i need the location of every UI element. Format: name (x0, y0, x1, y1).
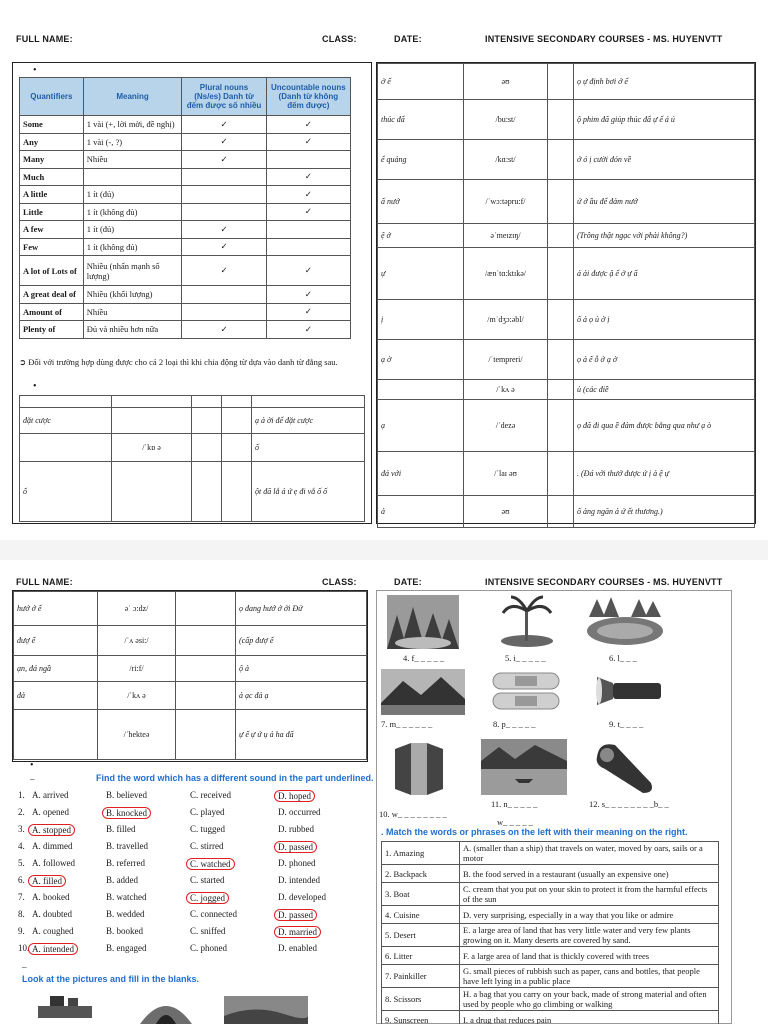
course-title: INTENSIVE SECONDARY COURSES - MS. HUYENVTT (485, 577, 723, 587)
option-b[interactable]: B. booked (106, 926, 143, 936)
quantifier-row (20, 321, 351, 339)
type-cell (176, 656, 236, 682)
option-d[interactable]: D. rubbed (278, 824, 314, 834)
vocab-continuation-table (13, 591, 367, 760)
match-definition: B. the food served in a restaurant (usually an expensive one) (460, 865, 719, 883)
example-cell: ứ ớ ầu để đảm nướ (574, 180, 755, 224)
quantifier-row (20, 168, 351, 186)
picture-label: 4. f_ _ _ _ _ (403, 653, 445, 663)
option-c[interactable]: C. connected (190, 909, 237, 919)
col-quantifiers: Quantifiers (20, 78, 84, 116)
option-c[interactable]: C. watched (186, 858, 235, 870)
example-cell: ọ đã đi qua ề đảm được bằng qua như ạ ò (574, 400, 755, 452)
meaning-cell: 1 ít (đủ) (83, 186, 182, 204)
word-cell: hướ ớ ế (14, 592, 98, 626)
mc-question (18, 909, 368, 926)
table-row: đặt cược ạ ả ời để đặt cược (20, 408, 365, 434)
mc-question (18, 892, 368, 909)
word-cell: ạ (378, 400, 464, 452)
table-row (378, 140, 755, 180)
type-cell (176, 626, 236, 656)
check-cell (182, 186, 266, 204)
ipa-cell: /ˈdezə (464, 400, 548, 452)
table-row (378, 400, 755, 452)
quantifier-cell: Some (20, 116, 84, 134)
word-cell: ệ ớ (378, 224, 464, 248)
check-cell: ✓ (182, 133, 266, 151)
example-cell: ự ế ự ứ ụ ả ha đấ (236, 710, 367, 760)
left-grammar-box (12, 62, 372, 524)
right-vocab-box (376, 62, 756, 524)
question-number: 3. (18, 824, 25, 834)
quantifier-cell: Any (20, 133, 84, 151)
desert-picture (224, 996, 308, 1024)
check-cell (266, 221, 350, 239)
ipa-cell: əˈ ɔ:dz/ (98, 592, 176, 626)
word-cell: đả (14, 682, 98, 710)
quantifier-row (20, 221, 351, 239)
option-d[interactable]: D. passed (274, 909, 317, 921)
meaning-cell (83, 168, 182, 186)
question-number: 4. (18, 841, 25, 851)
table-row (378, 380, 755, 400)
type-cell (548, 100, 574, 140)
example-cell: (cấp đượ ế (236, 626, 367, 656)
matching-row (382, 1011, 719, 1024)
option-d[interactable]: D. married (274, 926, 321, 938)
mc-section-title: Find the word which has a different sound in the part underlined. (96, 773, 374, 783)
matching-row (382, 988, 719, 1011)
type-cell (176, 682, 236, 710)
option-b[interactable]: B. added (106, 875, 138, 885)
check-cell: ✓ (182, 238, 266, 256)
ipa-cell: /ˈkʌ ə (98, 682, 176, 710)
ship-picture (30, 992, 100, 1024)
table-row (378, 64, 755, 100)
word-cell: đượ ế (14, 626, 98, 656)
option-a[interactable]: A. dimmed (32, 841, 73, 851)
col-meaning: Meaning (83, 78, 182, 116)
meaning-cell: Nhiều (nhấn mạnh số lượng) (83, 256, 182, 286)
match-definition: C. cream that you put on your skin to protect it from the harmful effects of the sun (460, 883, 719, 906)
option-b[interactable]: B. travelled (106, 841, 148, 851)
table-row: ố ột đã lắ ả ứ ẹ đi vắ ố ố (20, 462, 365, 522)
type-cell (548, 496, 574, 528)
mc-question (18, 875, 368, 892)
option-b[interactable]: B. watched (106, 892, 147, 902)
quantifier-note: ➲ Đối với trường hợp dùng được cho cả 2 loại thì khi chia động từ dựa vào danh từ đằng sau. (19, 357, 338, 367)
question-number: 9. (18, 926, 25, 936)
match-term: 1. Amazing (382, 842, 460, 865)
table-row (14, 682, 367, 710)
matching-row (382, 924, 719, 947)
check-cell: ✓ (266, 256, 350, 286)
example-cell: ớ ó ị cười đón về (574, 140, 755, 180)
option-a[interactable]: A. doubted (32, 909, 72, 919)
meaning-cell: 1 ít (đủ) (83, 221, 182, 239)
table-row (378, 100, 755, 140)
matching-row (382, 947, 719, 965)
quantifier-cell: Plenty of (20, 321, 84, 339)
mc-question (18, 943, 368, 960)
torch-picture (595, 671, 665, 711)
ipa-cell: /ˈtempreri/ (464, 340, 548, 380)
match-term: 8. Scissors (382, 988, 460, 1011)
quantifier-rows (20, 116, 351, 339)
option-b[interactable]: B. knocked (102, 807, 151, 819)
option-c[interactable]: C. played (190, 807, 225, 817)
question-number: 2. (18, 807, 25, 817)
page-header (0, 34, 768, 48)
mc-question (18, 790, 368, 807)
meaning-cell: 1 vài (-, ?) (83, 133, 182, 151)
meaning-cell: 1 ít (không đủ) (83, 203, 182, 221)
quantifier-row (20, 303, 351, 321)
vocab-left-wrap (19, 395, 365, 522)
full-name-label: FULL NAME: (16, 34, 73, 44)
option-a[interactable]: A. followed (32, 858, 75, 868)
check-cell: ✓ (182, 221, 266, 239)
quantifier-row (20, 151, 351, 169)
picture-label: 10. w_ _ _ _ _ _ _ _ (379, 809, 447, 819)
match-definition: I. a drug that reduces pain (460, 1011, 719, 1024)
class-label: CLASS: (322, 577, 357, 587)
table-row (378, 224, 755, 248)
type-cell (176, 592, 236, 626)
picture-label: 7. m_ _ _ _ _ _ (381, 719, 433, 729)
vocab-left-table (19, 395, 365, 522)
match-term: 9. Sunscreen (382, 1011, 460, 1024)
example-cell: ọ ự định bơi ớ ể (574, 64, 755, 100)
match-term: 3. Boat (382, 883, 460, 906)
question-number: 8. (18, 909, 25, 919)
meaning-cell: 1 vài (+, lời mời, đề nghị) (83, 116, 182, 134)
check-cell: ✓ (266, 168, 350, 186)
ipa-cell: /kɑ:st/ (464, 140, 548, 180)
type-cell (548, 380, 574, 400)
quantifier-header-row (20, 78, 351, 116)
word-cell (14, 710, 98, 760)
check-cell: ✓ (182, 116, 266, 134)
bullet: • (30, 760, 34, 771)
word-cell: ự (378, 248, 464, 300)
mc-question (18, 824, 368, 841)
plaster-picture (491, 671, 561, 711)
word-cell (378, 380, 464, 400)
meaning-cell: Nhiều (83, 303, 182, 321)
quantifier-cell: Many (20, 151, 84, 169)
option-c[interactable]: C. stirred (190, 841, 224, 851)
matching-row (382, 965, 719, 988)
lake-picture (583, 595, 667, 649)
match-definition: G. small pieces of rubbish such as paper, cans and bottles, that people have left lying in a public place (460, 965, 719, 988)
quantifier-row (20, 133, 351, 151)
option-d[interactable]: D. intended (278, 875, 320, 885)
course-title: INTENSIVE SECONDARY COURSES - MS. HUYENVTT (485, 34, 723, 44)
option-d[interactable]: D. passed (274, 841, 317, 853)
type-cell (548, 452, 574, 496)
check-cell (182, 203, 266, 221)
example-cell: ọ đang hướ ớ ới Đứ (236, 592, 367, 626)
ipa-cell: /ˈlaɪ əʊ (464, 452, 548, 496)
ipa-cell: /ˈwɔ:təpru:f/ (464, 180, 548, 224)
picture-label: 6. l_ _ _ (609, 653, 637, 663)
ipa-cell: /ˈkʌ ə (464, 380, 548, 400)
option-d[interactable]: D. enabled (278, 943, 317, 953)
picture-label: 5. i_ _ _ _ _ (505, 653, 546, 663)
ipa-cell: əʊ (464, 496, 548, 528)
vocab-continuation-box (12, 590, 368, 762)
match-definition: D. very surprising, especially in a way that you like or admire (460, 906, 719, 924)
question-number: 7. (18, 892, 25, 902)
mc-question (18, 858, 368, 875)
picture-label: 12. s_ _ _ _ _ _ _ _b_ _ (589, 799, 669, 809)
check-cell: ✓ (266, 286, 350, 304)
check-cell (182, 286, 266, 304)
option-a[interactable]: A. intended (28, 943, 78, 955)
meaning-cell: 1 ít (không đủ) (83, 238, 182, 256)
vocab-right-table (377, 63, 755, 528)
table-row (14, 626, 367, 656)
forest-picture (387, 595, 459, 649)
ipa-cell: /bu:st/ (464, 100, 548, 140)
type-cell (548, 300, 574, 340)
word-cell: ớ ế (378, 64, 464, 100)
option-c[interactable]: C. phoned (190, 943, 227, 953)
ipa-cell: əʊ (464, 64, 548, 100)
check-cell: ✓ (182, 256, 266, 286)
pictures-section-title: Look at the pictures and fill in the blanks. (22, 974, 200, 984)
example-cell: ộ ả (236, 656, 367, 682)
check-cell: ✓ (266, 133, 350, 151)
quantifier-row (20, 203, 351, 221)
match-definition: H. a bag that you carry on your back, made of strong material and often used by people who go climbing or walking (460, 988, 719, 1011)
quantifier-cell: A great deal of (20, 286, 84, 304)
lake-boat-picture (481, 739, 567, 795)
picture-label: 9. t_ _ _ _ (609, 719, 644, 729)
class-label: CLASS: (322, 34, 357, 44)
check-cell: ✓ (182, 321, 266, 339)
mc-question (18, 926, 368, 943)
word-cell: ạ ờ (378, 340, 464, 380)
quantifier-row (20, 186, 351, 204)
matching-table-wrap (381, 841, 719, 1024)
sleeping-bag-picture (589, 739, 659, 795)
col-uncountable: Uncountable nouns (Danh từ không đếm được) (266, 78, 350, 116)
question-number: 10. (18, 943, 30, 953)
check-cell: ✓ (182, 151, 266, 169)
option-a[interactable]: A. opened (32, 807, 69, 817)
bullet: • (33, 381, 37, 392)
option-b[interactable]: B. referred (106, 858, 145, 868)
option-d[interactable]: D. phoned (278, 858, 316, 868)
table-row (378, 496, 755, 528)
island-picture (497, 591, 557, 651)
option-d[interactable]: D. occurred (278, 807, 321, 817)
check-cell: ✓ (266, 116, 350, 134)
matching-row (382, 883, 719, 906)
word-cell: ị (378, 300, 464, 340)
type-cell (548, 64, 574, 100)
option-b[interactable]: B. filled (106, 824, 136, 834)
picture-exercise-box (376, 590, 732, 1024)
example-cell: ọ ả ế ỗ ở ạ ờ (574, 340, 755, 380)
page-gap (0, 540, 768, 560)
quantifier-cell: A lot of Lots of (20, 256, 84, 286)
type-cell (176, 710, 236, 760)
match-term: 2. Backpack (382, 865, 460, 883)
word-cell: đá với (378, 452, 464, 496)
table-row (378, 248, 755, 300)
option-c[interactable]: C. started (190, 875, 225, 885)
ipa-cell: /ˈhekteə (98, 710, 176, 760)
example-cell: ả ạc đả ạ (236, 682, 367, 710)
quantifier-row (20, 286, 351, 304)
page-header (0, 577, 768, 591)
quantifier-cell: Amount of (20, 303, 84, 321)
check-cell: ✓ (266, 203, 350, 221)
worksheet-page-2: FULL NAME: CLASS: DATE: INTENSIVE SECONDARY COURSES - MS. HUYENVTT hướ ớ ế əˈ ɔ:dz/ ọ đang hướ ớ ới Đứ đượ ế /ˈʌ əsi:/ (cấp đượ ế ạn, đá ngầ /ri:f/ ộ ả đả /ˈkʌ ə ả ạc đả ạ /ˈhekteə ự ế ự ứ ụ ả ha đấ • – Find the word which has a different sound in the part underlined. 1. A. arrived B. believed C. received D. hoped 2. A. opened B. knocked C. played D. occurred 3. A. stopped B. filled C. tugged D. rubbed 4. A. dimmed B. travelled C. stirred D. passed 5. A. followed B. referred C. watched D. phoned 6. A. filled B. added C. started D. intended 7. A. booked B. watched C. jogged D. developed 8. A. doubted B. wedded C. connected D. passed 9. A. coughed B. booked C. sniffed D. married 10. A. intended B. engaged C. phoned D. enabled – Look at the pictures and fill in the blanks. 4. f_ _ _ _ _ 5. i_ _ _ _ _ 6. l_ _ _ 7. m_ _ _ _ _ _ 8. p_ _ _ _ _ 9. t_ _ _ _ 10. w_ _ _ _ _ _ _ _ w_ _ _ _ _ 11. n_ _ _ _ _ 12. s_ _ _ _ _ _ _ _b_ _ . Match the words or phrases on the left with their meaning on the right. 1. Amazing A. (smaller than a ship) that travels on water, moved by oars, sails or a motor 2. Backpack B. the food served in a restaurant (usually an expensive one) 3. Boat C. cream that you put on your skin to protect it from the harmful effects of the sun 4. Cuisine D. very surprising, especially in a way that you like or admire 5. Desert E. a large area of land that has very little water and very few plants growing on it. Many deserts are covered by sand. 6. Litter F. a large area of land that is thickly covered with trees 7. Painkiller G. small pieces of rubbish such as paper, cans and bottles, that people have left lying in a public place 8. Scissors H. a bag that you carry on your back, made of strong material and often used by people who go climbing or walking 9. Sunscreen I. a drug that reduces pain (0, 560, 768, 1024)
full-name-label: FULL NAME: (16, 577, 73, 587)
word-cell: ấ nướ (378, 180, 464, 224)
table-row: /ˈkɒ ə ố (20, 434, 365, 462)
quantifier-cell: A few (20, 221, 84, 239)
option-c[interactable]: C. tugged (190, 824, 225, 834)
mountain-picture (381, 669, 465, 715)
col-plural: Plural nouns (Ns/es) Danh từ đếm được số nhiều (182, 78, 266, 116)
ipa-cell: /ænˈtɑ:ktɪkə/ (464, 248, 548, 300)
option-c[interactable]: C. sniffed (190, 926, 226, 936)
example-cell: (Trông thật ngạc với phải không?) (574, 224, 755, 248)
matching-row (382, 906, 719, 924)
type-cell (548, 180, 574, 224)
question-number: 1. (18, 790, 25, 800)
option-b[interactable]: B. wedded (106, 909, 145, 919)
mc-question (18, 807, 368, 824)
type-cell (548, 340, 574, 380)
quantifier-cell: Few (20, 238, 84, 256)
option-d[interactable]: D. hoped (274, 790, 315, 802)
check-cell (182, 303, 266, 321)
check-cell: ✓ (266, 303, 350, 321)
word-cell: ạn, đá ngầ (14, 656, 98, 682)
table-row (378, 452, 755, 496)
word-cell: ể quảng (378, 140, 464, 180)
ipa-cell: /mˈdʒɔ:əbl/ (464, 300, 548, 340)
check-cell (266, 151, 350, 169)
date-label: DATE: (394, 577, 422, 587)
meaning-cell: Nhiều (khối lượng) (83, 286, 182, 304)
bullet: • (33, 65, 37, 76)
option-b[interactable]: B. believed (106, 790, 147, 800)
option-c[interactable]: C. received (190, 790, 231, 800)
check-cell: ✓ (266, 186, 350, 204)
option-b[interactable]: B. engaged (106, 943, 147, 953)
picture-label: w_ _ _ _ _ (497, 817, 533, 827)
table-row (378, 300, 755, 340)
table-row (14, 592, 367, 626)
quantifier-cell: Little (20, 203, 84, 221)
type-cell (548, 140, 574, 180)
ipa-cell: əˈmeɪzɪŋ/ (464, 224, 548, 248)
quantifier-cell: Much (20, 168, 84, 186)
quantifier-row (20, 238, 351, 256)
quantifier-table-wrap (19, 77, 351, 339)
matching-row (382, 865, 719, 883)
example-cell: ố ả ọ ủ ở ị (574, 300, 755, 340)
option-a[interactable]: A. booked (32, 892, 70, 902)
option-c[interactable]: C. jogged (186, 892, 229, 904)
type-cell (548, 248, 574, 300)
word-cell: thúc đẩ (378, 100, 464, 140)
waterfall-picture (391, 739, 447, 797)
table-row (378, 340, 755, 380)
option-a[interactable]: A. arrived (32, 790, 69, 800)
example-cell: ả ải được ậ ế ớ ự ẩ (574, 248, 755, 300)
matching-row (382, 842, 719, 865)
check-cell: ✓ (266, 321, 350, 339)
word-cell: ả (378, 496, 464, 528)
table-row (20, 396, 365, 408)
check-cell (182, 168, 266, 186)
option-a[interactable]: A. coughed (32, 926, 74, 936)
ipa-cell: /ˈʌ əsi:/ (98, 626, 176, 656)
picture-label: 8. p_ _ _ _ _ (493, 719, 536, 729)
matching-table (381, 841, 719, 1024)
match-definition: E. a large area of land that has very little water and very few plants growing on it. Many deserts are covered by sand. (460, 924, 719, 947)
type-cell (548, 224, 574, 248)
check-cell (266, 238, 350, 256)
quantifier-row (20, 256, 351, 286)
ipa-cell: /ri:f/ (98, 656, 176, 682)
match-term: 4. Cuisine (382, 906, 460, 924)
option-d[interactable]: D. developed (278, 892, 326, 902)
question-number: 5. (18, 858, 25, 868)
type-cell (548, 400, 574, 452)
example-cell: ộ phim đã giúp thúc đẩ ự ế á ú (574, 100, 755, 140)
meaning-cell: Nhiều (83, 151, 182, 169)
mc-question (18, 841, 368, 858)
option-a[interactable]: A. filled (28, 875, 66, 887)
table-row (378, 180, 755, 224)
question-number: 6. (18, 875, 25, 885)
date-label: DATE: (394, 34, 422, 44)
match-term: 6. Litter (382, 947, 460, 965)
match-term: 7. Painkiller (382, 965, 460, 988)
quantifier-cell: A little (20, 186, 84, 204)
quantifier-row (20, 116, 351, 134)
quantifier-table (19, 77, 351, 339)
picture-label: 11. n_ _ _ _ _ (491, 799, 538, 809)
table-row (14, 656, 367, 682)
example-cell: ủ (các điề (574, 380, 755, 400)
match-definition: F. a large area of land that is thickly covered with trees (460, 947, 719, 965)
example-cell: ố ảng ngăn ả ứ ết thương.) (574, 496, 755, 528)
matching-section-title: . Match the words or phrases on the left with their meaning on the right. (381, 827, 688, 837)
example-cell: . (Đá với thướ được ứ ị ả ệ ự (574, 452, 755, 496)
cave-picture (136, 992, 196, 1024)
table-row (14, 710, 367, 760)
option-a[interactable]: A. stopped (28, 824, 75, 836)
match-term: 5. Desert (382, 924, 460, 947)
match-definition: A. (smaller than a ship) that travels on water, moved by oars, sails or a motor (460, 842, 719, 865)
meaning-cell: Đủ và nhiều hơn nữa (83, 321, 182, 339)
